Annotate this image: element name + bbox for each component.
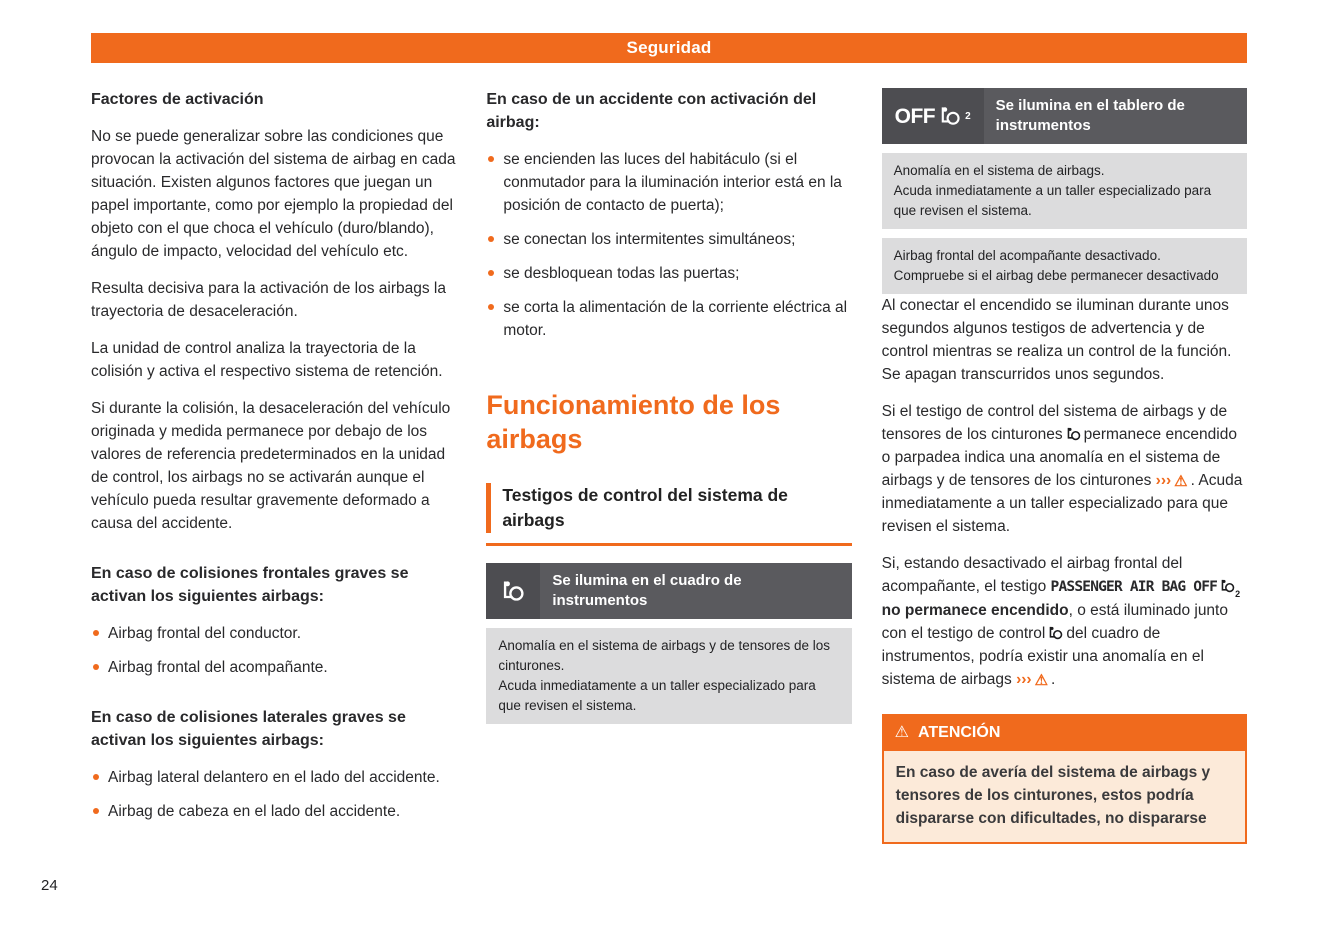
column-right — [882, 88, 1247, 844]
section-heading-block — [486, 483, 851, 546]
off-label: OFF — [894, 104, 936, 128]
indicator-box-title: Se ilumina en el tablero de instrumentos — [984, 88, 1247, 144]
note-line: Acuda inmediatamente a un taller especializado para que revisen el sistema. — [893, 183, 1212, 218]
indicator-note-box — [486, 628, 851, 724]
paragraph: No se puede generalizar sobre las condiciones que provocan la activación del sistema de airbag en cada situación. Existen algunos factores que juegan un papel importante, como por ejemplo la propiedad del objeto con el que choca el vehículo (duro/blando), ángulo de impacto, velocidad del vehículo etc. — [91, 128, 456, 260]
warning-triangle-icon: ⚠ — [1174, 473, 1188, 490]
list-item: se conectan los intermitentes simultáneos; — [486, 228, 851, 251]
page-header-title: Seguridad — [626, 38, 712, 57]
paragraph: Si durante la colisión, la desaceleración del vehículo originada y medida permanece por debajo de los valores de referencia predeterminados en la unidad de control, los airbags no se activarán aunque el vehículo pueda resultar gravemente deformado a causa del accidente. — [91, 400, 451, 532]
section-heading-text: Testigos de control del sistema de airbags — [486, 483, 851, 533]
heading-colisiones-laterales: En caso de colisiones laterales graves se activan los siguientes airbags: — [91, 709, 406, 749]
indicator-lamp-box-off — [882, 88, 1247, 144]
list-item: Airbag lateral delantero en el lado del accidente. — [91, 766, 456, 789]
warning-box-body: En caso de avería del sistema de airbags y tensores de los cinturones, estos podría dispararse con dificultades, no dispararse — [882, 751, 1247, 844]
note-line: Anomalía en el sistema de airbags y de tensores de los cinturones. — [498, 638, 831, 673]
airbag-warning-icon — [1048, 626, 1063, 640]
indicator-note-box — [882, 153, 1247, 229]
chapter-title: Funcionamiento de los airbags — [486, 390, 781, 454]
column-middle — [486, 88, 851, 724]
note-line: Anomalía en el sistema de airbags. — [893, 163, 1105, 178]
paragraph: Resulta decisiva para la activación de los airbags la trayectoria de desaceleración. — [91, 280, 446, 320]
paragraph-with-icons: Si el testigo de control del sistema de airbags y de tensores de los cinturones permanece encendido o parpadea indica una anomalía en el sistema de airbags y de tensores de los cinturones ››› ⚠ . Acuda inmediatamente a un taller especializado para que revisen el sistema. — [881, 403, 1243, 535]
column-left — [91, 88, 456, 834]
warning-triangle-icon: ⚠ — [1034, 672, 1049, 689]
warning-box — [882, 714, 1247, 844]
indicator-note-box — [882, 238, 1247, 294]
content-columns — [91, 88, 1247, 844]
heading-factores-activacion: Factores de activación — [91, 91, 264, 108]
heading-accidente-activacion: En caso de un accidente con activación del airbag: — [486, 91, 817, 131]
page-number: 24 — [41, 877, 58, 894]
airbag-warning-icon — [1066, 427, 1081, 441]
list-item: se desbloquean todas las puertas; — [486, 262, 851, 285]
warning-triangle-icon: ⚠ — [894, 723, 909, 741]
frontal-bullet-list — [91, 622, 456, 679]
list-item: Airbag de cabeza en el lado del accidente. — [91, 800, 456, 823]
airbag-warning-icon — [486, 563, 540, 619]
note-line: Airbag frontal del acompañante desactivado. Compruebe si el airbag debe permanecer desactivado — [893, 248, 1219, 283]
paragraph-with-icons: Si, estando desactivado el airbag frontal del acompañante, el testigo PASSENGER AIR BAG OFF $_2$no permanece encendido, o está iluminado junto con el testigo de control del cuadro de instrumentos, podría existir una anomalía en el sistema de airbags ››› ⚠ . — [881, 555, 1241, 689]
paragraph: La unidad de control analiza la trayectoria de la colisión y activa el respectivo sistema de retención. — [91, 340, 443, 380]
list-item: Airbag frontal del acompañante. — [91, 656, 456, 679]
list-item: se encienden las luces del habitáculo (si el conmutador para la iluminación interior está en la posición de contacto de puerta); — [486, 148, 851, 217]
indicator-box-title: Se ilumina en el cuadro de instrumentos — [540, 563, 851, 619]
page-header-bar — [91, 33, 1247, 63]
indicator-lamp-box — [486, 563, 851, 619]
off-icon-subscript: 2 — [965, 110, 971, 122]
heading-colisiones-frontales: En caso de colisiones frontales graves se activan los siguientes airbags: — [91, 565, 409, 605]
airbag-off-warning-icon: 2 — [1220, 579, 1240, 594]
list-item: se corta la alimentación de la corriente eléctrica al motor. — [486, 296, 851, 342]
lateral-bullet-list — [91, 766, 456, 823]
note-line: Acuda inmediatamente a un taller especializado para que revisen el sistema. — [498, 678, 816, 713]
list-item: Airbag frontal del conductor. — [91, 622, 456, 645]
warning-box-title: ATENCIÓN — [918, 724, 1001, 741]
paragraph: Al conectar el encendido se iluminan durante unos segundos algunos testigos de advertencia y de control mientras se realiza un control de la función. Se apagan transcurridos unos segundos. — [881, 297, 1232, 383]
passenger-airbag-off-icon — [882, 88, 984, 144]
warning-box-header — [882, 714, 1247, 751]
accident-bullet-list — [486, 148, 851, 342]
